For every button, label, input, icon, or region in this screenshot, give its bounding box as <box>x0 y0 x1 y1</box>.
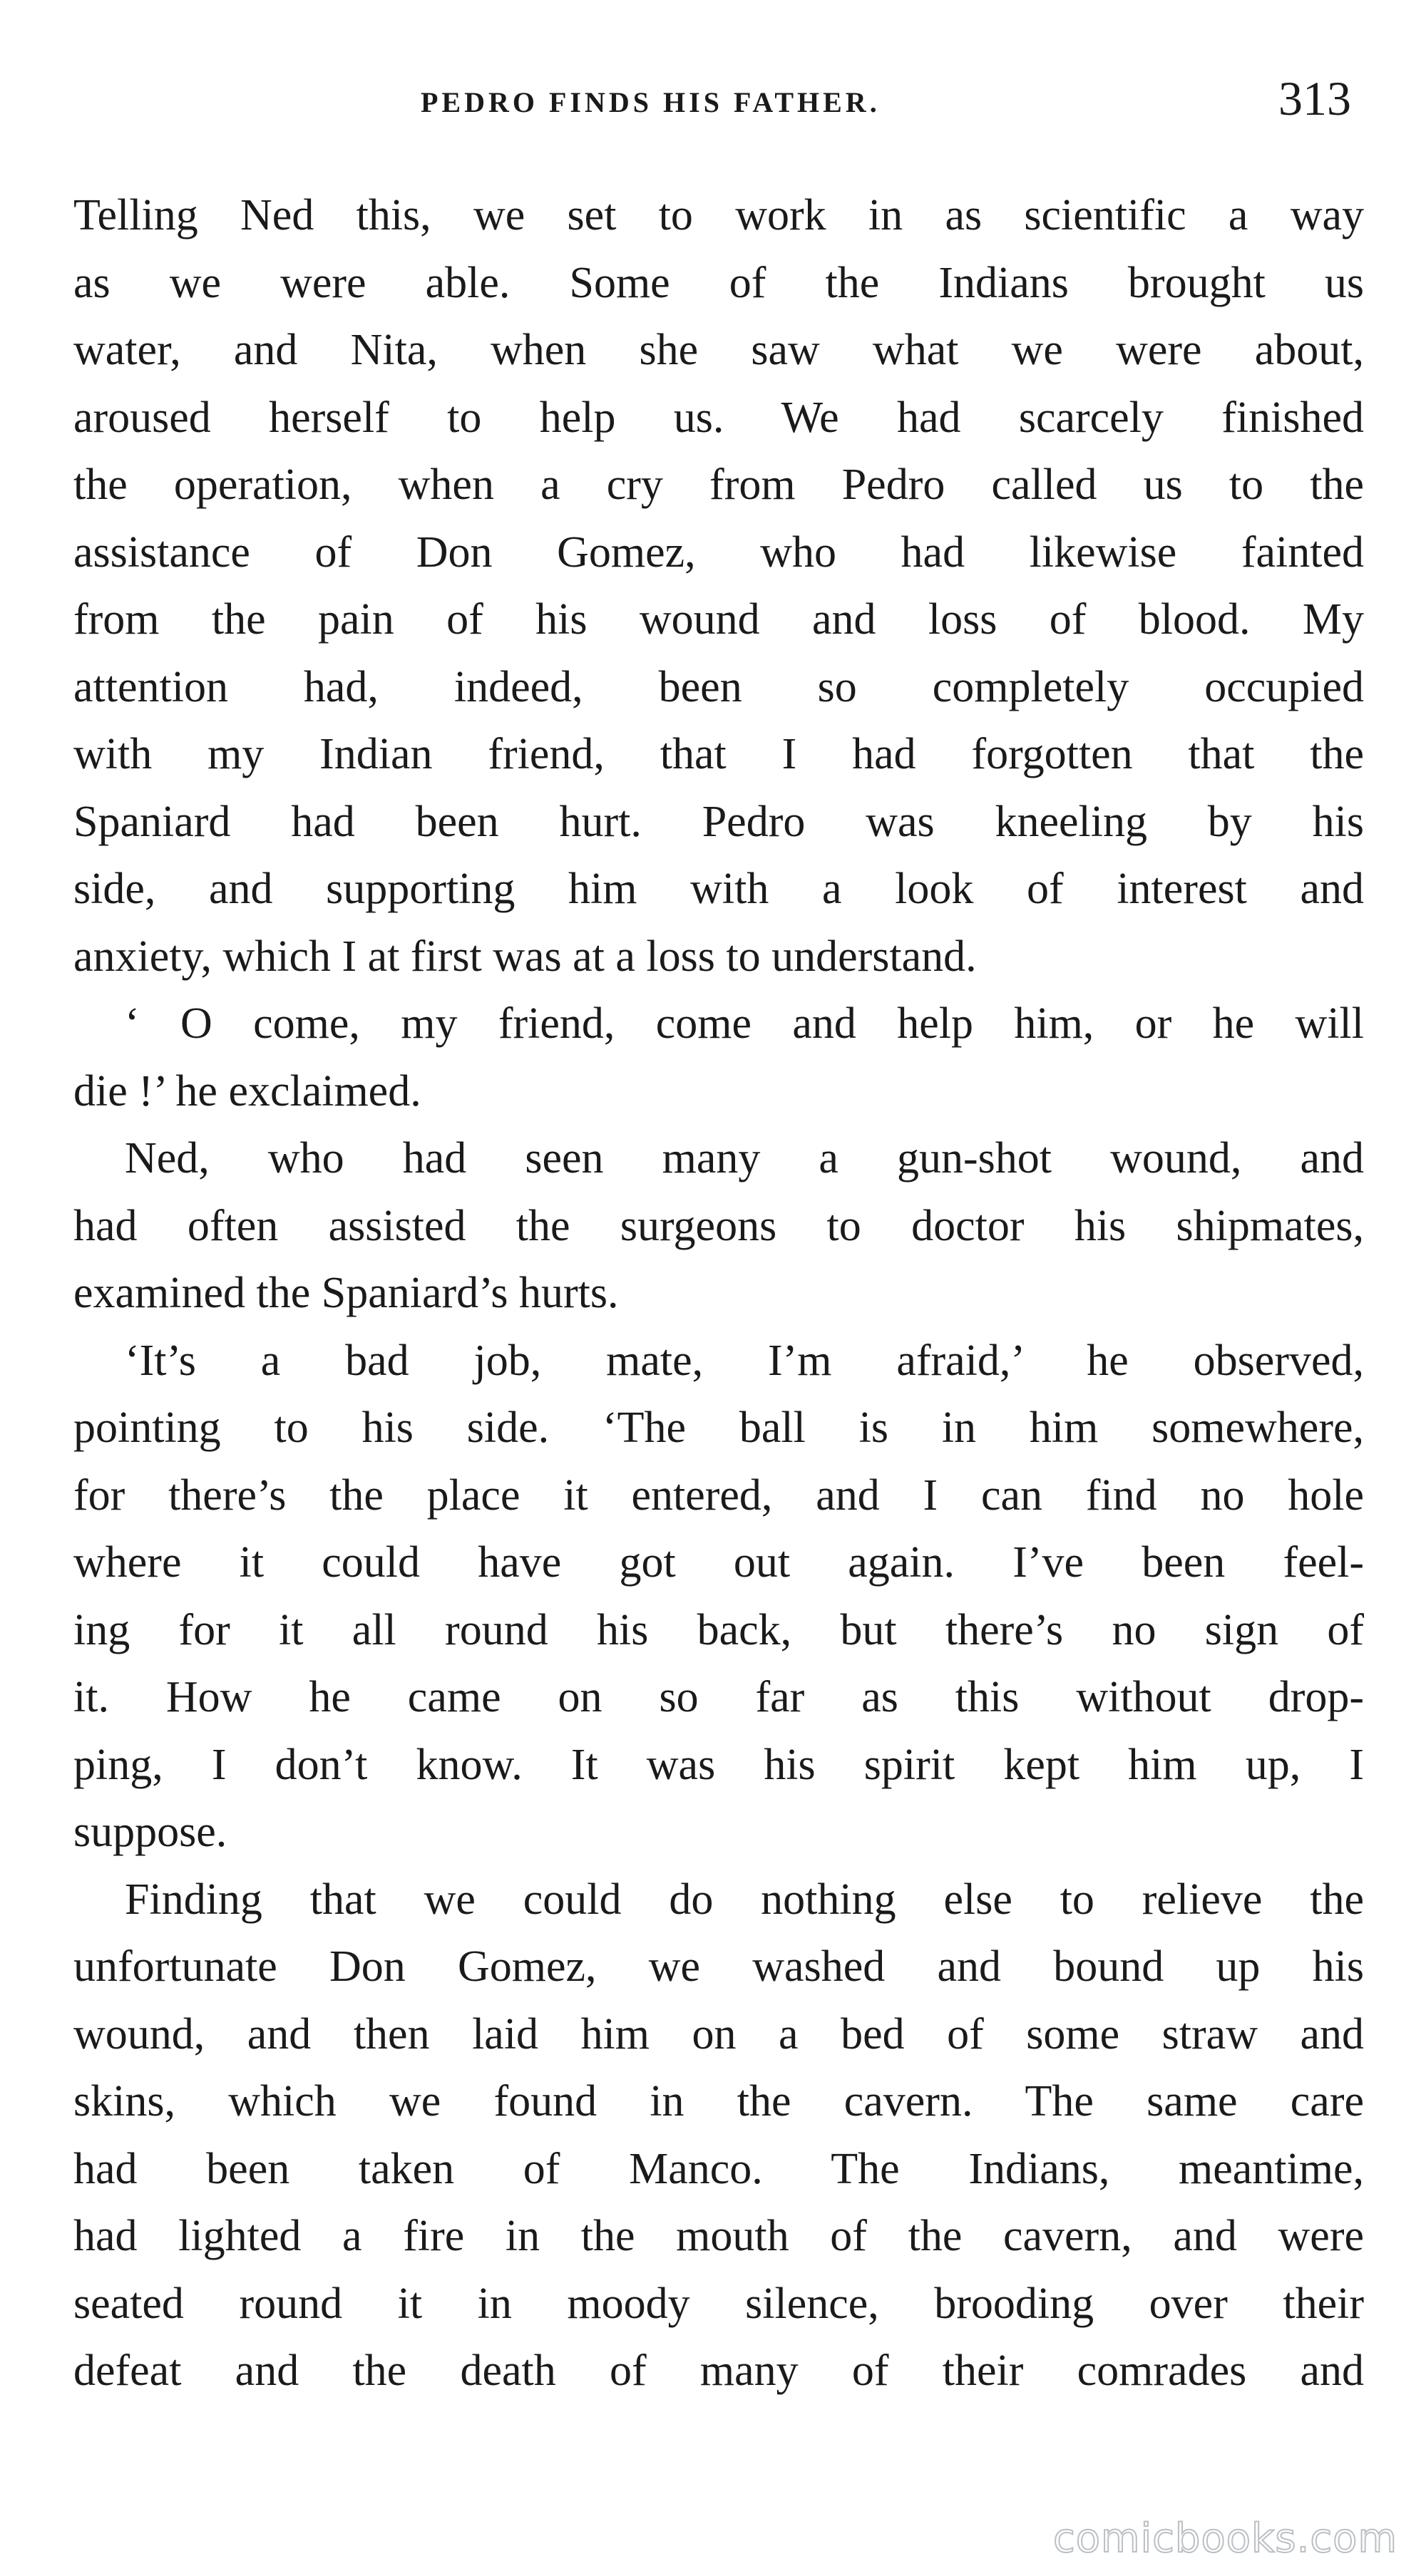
text-line: with my Indian friend, that I had forgotten that the <box>73 730 1364 778</box>
text-line: Telling Ned this, we set to work in as scientific a way <box>73 191 1364 239</box>
text-line: had been taken of Manco. The Indians, meantime, <box>73 2144 1364 2193</box>
text-line: aroused herself to help us. We had scarcely finished <box>73 393 1364 442</box>
text-line: anxiety, which I at first was at a loss to understand. <box>73 932 977 981</box>
text-line: unfortunate Don Gomez, we washed and bound up his <box>73 1942 1364 1991</box>
text-line: suppose. <box>73 1808 227 1856</box>
text-line: had often assisted the surgeons to doctor his shipmates, <box>73 1201 1364 1250</box>
text-line: the operation, when a cry from Pedro called us to the <box>73 460 1364 509</box>
text-line: side, and supporting him with a look of interest and <box>73 865 1364 913</box>
text-line: attention had, indeed, been so completely occupied <box>73 662 1364 711</box>
text-line: seated round it in moody silence, brooding over their <box>73 2279 1364 2328</box>
text-line: examined the Spaniard’s hurts. <box>73 1269 619 1317</box>
running-head <box>0 71 1426 128</box>
text-line: ‘ O come, my friend, come and help him, or he will <box>125 999 1364 1048</box>
text-line: ing for it all round his back, but there’s no sign of <box>73 1605 1364 1654</box>
text-line: had lighted a fire in the mouth of the cavern, and were <box>73 2212 1364 2260</box>
running-title: PEDRO FINDS HIS FATHER. <box>421 86 881 118</box>
text-line: water, and Nita, when she saw what we were about, <box>73 326 1364 374</box>
text-line: ‘It’s a bad job, mate, I’m afraid,’ he observed, <box>125 1336 1364 1385</box>
text-line: ping, I don’t know. It was his spirit kept him up, I <box>73 1740 1364 1789</box>
text-line: where it could have got out again. I’ve been feel- <box>73 1538 1364 1587</box>
body-text <box>73 182 1364 2405</box>
text-line: defeat and the death of many of their comrades and <box>73 2346 1364 2395</box>
text-line: Finding that we could do nothing else to relieve the <box>125 1875 1364 1924</box>
text-line: as we were able. Some of the Indians brought us <box>73 258 1364 307</box>
text-line: Ned, who had seen many a gun-shot wound, and <box>125 1134 1364 1183</box>
text-line: assistance of Don Gomez, who had likewise fainted <box>73 527 1364 577</box>
text-line: pointing to his side. ‘The ball is in him somewhere, <box>73 1403 1364 1452</box>
watermark: comicbooks.com <box>1052 2515 1397 2562</box>
text-line: for there’s the place it entered, and I can find no hole <box>73 1470 1364 1520</box>
text-line: die !’ he exclaimed. <box>73 1066 421 1116</box>
text-line: skins, which we found in the cavern. The same care <box>73 2077 1364 2126</box>
page-number: 313 <box>1278 71 1351 125</box>
text-line: from the pain of his wound and loss of blood. My <box>73 595 1364 644</box>
text-line: wound, and then laid him on a bed of some straw and <box>73 2009 1364 2059</box>
text-line: it. How he came on so far as this without drop- <box>73 1673 1364 1721</box>
text-line: Spaniard had been hurt. Pedro was kneeling by his <box>73 797 1364 846</box>
